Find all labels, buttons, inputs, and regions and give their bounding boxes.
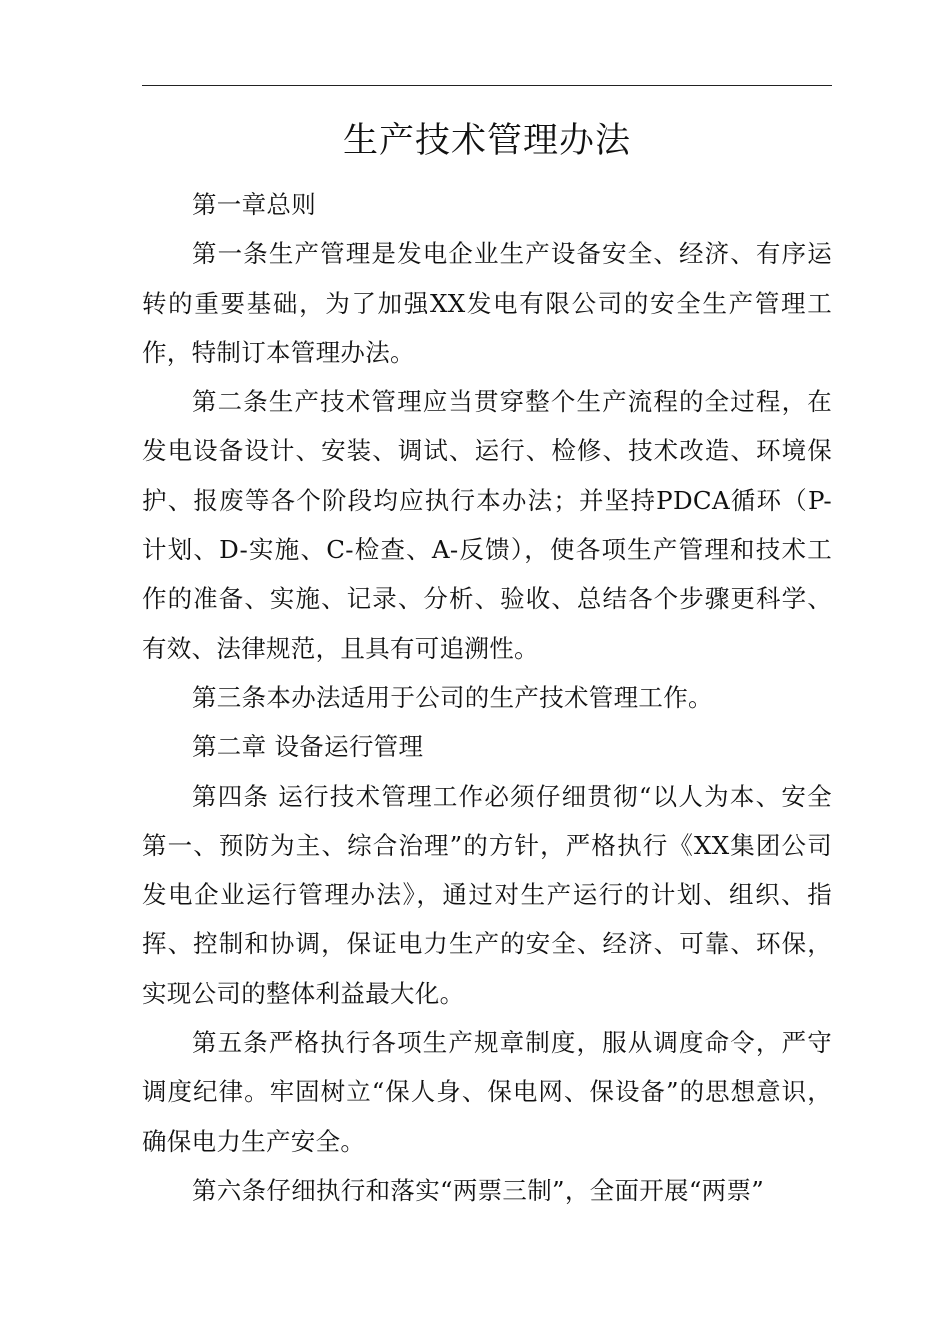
chapter-heading-1: 第一章总则 (192, 190, 316, 219)
article-5: 第五条严格执行各项生产规章制度，服从调度命令，严守调度纪律。牢固树立“保人身、保电网、保设备”的思想意识，确保电力生产安全。 (142, 1028, 832, 1156)
article-1: 第一条生产管理是发电企业生产设备安全、经济、有序运转的重要基础，为了加强XX发电有限公司的安全生产管理工作，特制订本管理办法。 (142, 239, 832, 367)
header-rule (142, 85, 832, 86)
chapter-heading-2: 第二章 设备运行管理 (192, 732, 424, 762)
document-body (142, 180, 832, 1215)
document-title: 生产技术管理办法 (342, 121, 631, 161)
article-6: 第六条仔细执行和落实“两票三制”，全面开展“两票” (192, 1175, 765, 1205)
article-4: 第四条 运行技术管理工作必须仔细贯彻“以人为本、安全第一、预防为主、综合治理”的方针，严格执行《XX集团公司发电企业运行管理办法》，通过对生产运行的计划、组织、指挥、控制和协调，保证电力生产的安全、经济、可靠、环保，实现公司的整体利益最大化。 (142, 781, 832, 1008)
article-3: 第三条本办法适用于公司的生产技术管理工作。 (192, 682, 713, 712)
article-2: 第二条生产技术管理应当贯穿整个生产流程的全过程，在发电设备设计、安装、调试、运行、检修、技术改造、环境保护、报废等各个阶段均应执行本办法；并坚持PDCA循环（P-计划、D-实施、C-检查、A-反馈），使各项生产管理和技术工作的准备、实施、记录、分析、验收、总结各个步骤更科学、有效、法律规范，且具有可追溯性。 (142, 387, 832, 663)
